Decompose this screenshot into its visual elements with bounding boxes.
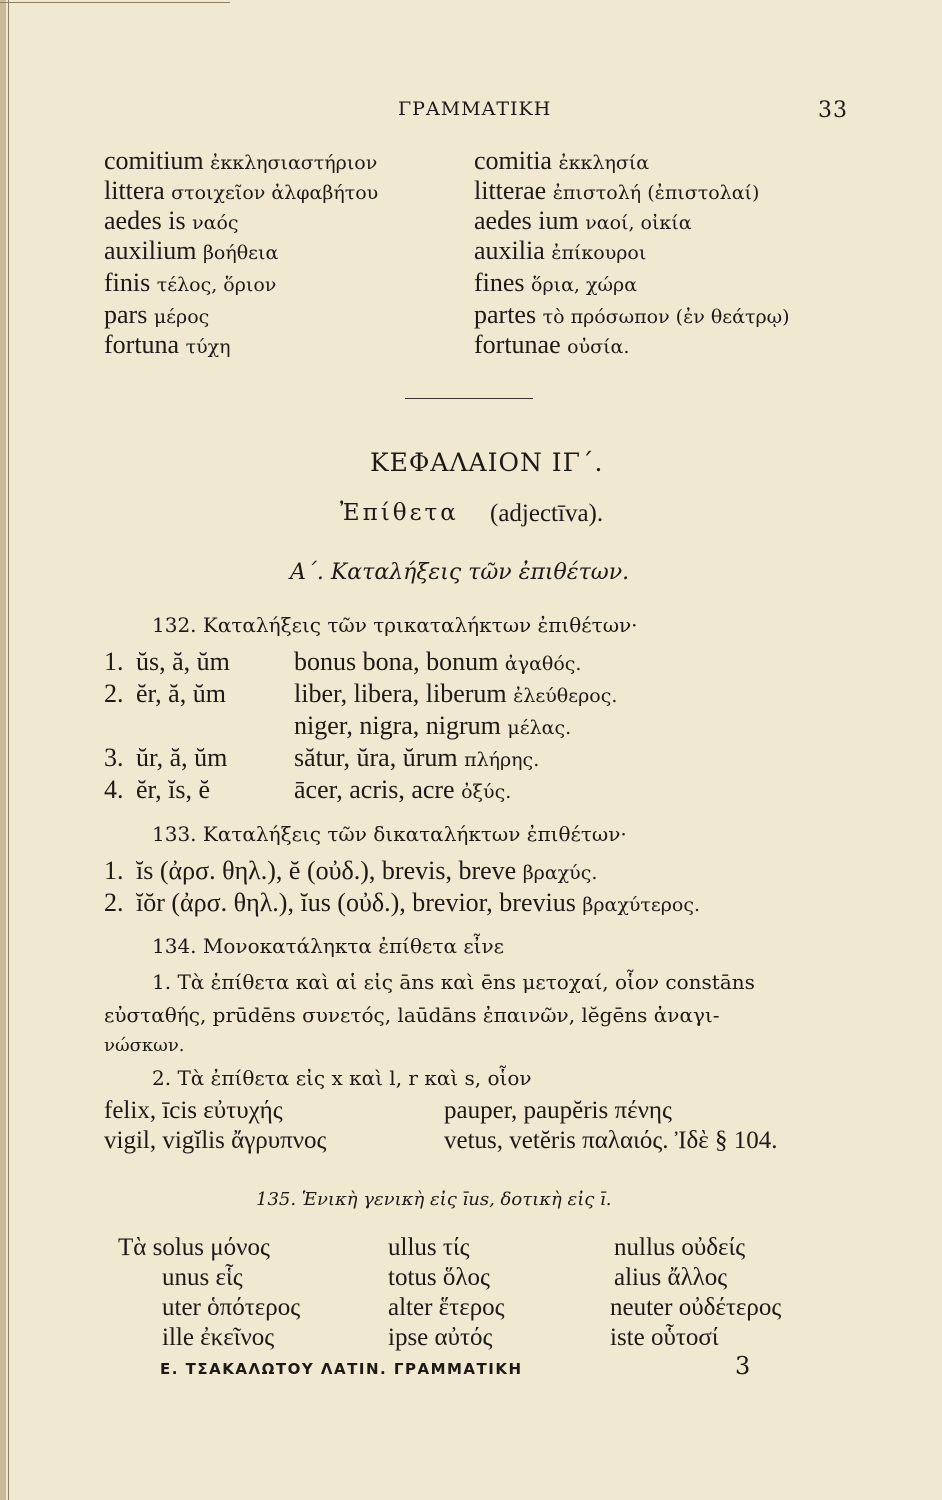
ending-row: 1. ŭs, ă, ŭm bonus bona, bonum ἀγαθός. [104,647,582,676]
ending-row: niger, nigra, nigrum μέλας. [294,711,572,740]
example-left: felix, īcis εὐτυχής [104,1097,283,1124]
vocab-left-row: aedes is ναός [104,206,239,235]
paragraph-line: 2. Τὰ ἐπίθετα εἰς x καὶ l, r καὶ s, οἷον [152,1066,532,1090]
ending-row: 2. ĕr, ă, ŭm liber, libera, liberum ἐλεύθερος. [104,679,618,708]
table-cell: unus εἷς [162,1264,243,1291]
binding-line [8,0,9,1500]
chapter-title: ΚΕΦΑΛΑΙΟΝ ΙΓ΄. [370,448,604,477]
paragraph-line: 1. Τὰ ἐπίθετα καὶ αἱ εἰς āns καὶ ēns μετοχαί, οἷον constāns [152,970,755,994]
vocab-left-row: auxilium βοήθεια [104,236,279,265]
vocab-right-row: fortunae οὐσία. [474,330,630,359]
table-cell: neuter οὐδέτερος [610,1294,782,1321]
table-cell: totus ὅλος [388,1264,490,1291]
page-edge [0,0,6,1500]
vocab-right-row: aedes ium ναοί, οἰκία [474,206,692,235]
paragraph-line: νώσκων. [104,1035,185,1056]
vocab-right-row: fines ὅρια, χώρα [474,268,638,297]
vocab-left-row: finis τέλος, ὅριον [104,268,277,297]
table-cell: iste οὗτοσί [610,1324,719,1351]
vocab-left-row: comitium ἐκκλησιαστήριον [104,146,378,175]
example-right: pauper, paupĕris πένης [444,1097,672,1124]
section-135-heading: 135. Ἑνικὴ γενικὴ εἰς īus, δοτικὴ εἰς ī. [256,1189,612,1210]
vocab-left-row: pars μέρος [104,300,210,329]
section-133-heading: 133. Καταλήξεις τῶν δικαταλήκτων ἐπιθέτων· [152,822,627,846]
table-cell: ille ἐκεῖνος [162,1324,275,1351]
example-right: vetus, vetĕris παλαιός. Ἰδὲ § 104. [444,1127,778,1154]
ending-row: 1. ĭs (ἀρσ. θηλ.), ĕ (οὐδ.), brevis, breve βραχύς. [104,856,598,885]
vocab-left-row: littera στοιχεῖον ἀλφαβήτου [104,176,379,205]
section-divider [405,398,533,399]
table-cell: alius ἄλλος [614,1264,728,1291]
top-rule [0,2,230,3]
table-cell: uter ὁπότερος [162,1294,301,1321]
printer-signature: Ε. ΤΣΑΚΑΛΩΤΟΥ ΛΑΤΙΝ. ΓΡΑΜΜΑΤΙΚΗ [160,1360,523,1378]
ending-row: 3. ŭr, ă, ŭm sătur, ŭra, ŭrum πλήρης. [104,743,540,772]
section-a-heading: Α΄. Καταλήξεις τῶν ἐπιθέτων. [290,560,630,585]
table-cell: Τὰ solus μόνος [118,1234,270,1261]
chapter-subtitle-greek: Ἐπίθετα [340,500,459,526]
sheet-number: 3 [735,1352,751,1380]
page-number: 33 [818,98,848,123]
vocab-right-row: auxilia ἐπίκουροι [474,236,647,265]
table-cell: ullus τίς [388,1234,470,1261]
paragraph-line: εὐσταθής, prūdēns συνετός, laūdāns ἐπαινῶν, lĕgēns ἀναγι- [104,1003,720,1027]
running-title: ΓΡΑΜΜΑΤΙΚΗ [398,98,552,120]
vocab-right-row: partes τὸ πρόσωπον (ἐν θεάτρῳ) [474,300,790,329]
chapter-subtitle-latin: (adjectīva). [490,500,604,527]
table-cell: nullus οὐδείς [614,1234,746,1261]
table-cell: ipse αὐτός [388,1324,493,1351]
vocab-right-row: litterae ἐπιστολή (ἐπιστολαί) [474,176,760,205]
table-cell: alter ἕτερος [388,1294,505,1321]
vocab-right-row: comitia ἐκκλησία [474,146,650,175]
section-134-heading: 134. Μονοκατάληκτα ἐπίθετα εἶνε [152,934,505,958]
ending-row: 4. ĕr, ĭs, ĕ ācer, acris, acre ὀξύς. [104,775,512,804]
vocab-left-row: fortuna τύχη [104,330,231,359]
ending-row: 2. ĭŏr (ἀρσ. θηλ.), ĭus (οὐδ.), brevior, brevius βραχύτερος. [104,888,701,917]
section-132-heading: 132. Καταλήξεις τῶν τρικαταλήκτων ἐπιθέτων· [152,613,638,637]
example-left: vigil, vigĭlis ἄγρυπνος [104,1127,327,1154]
